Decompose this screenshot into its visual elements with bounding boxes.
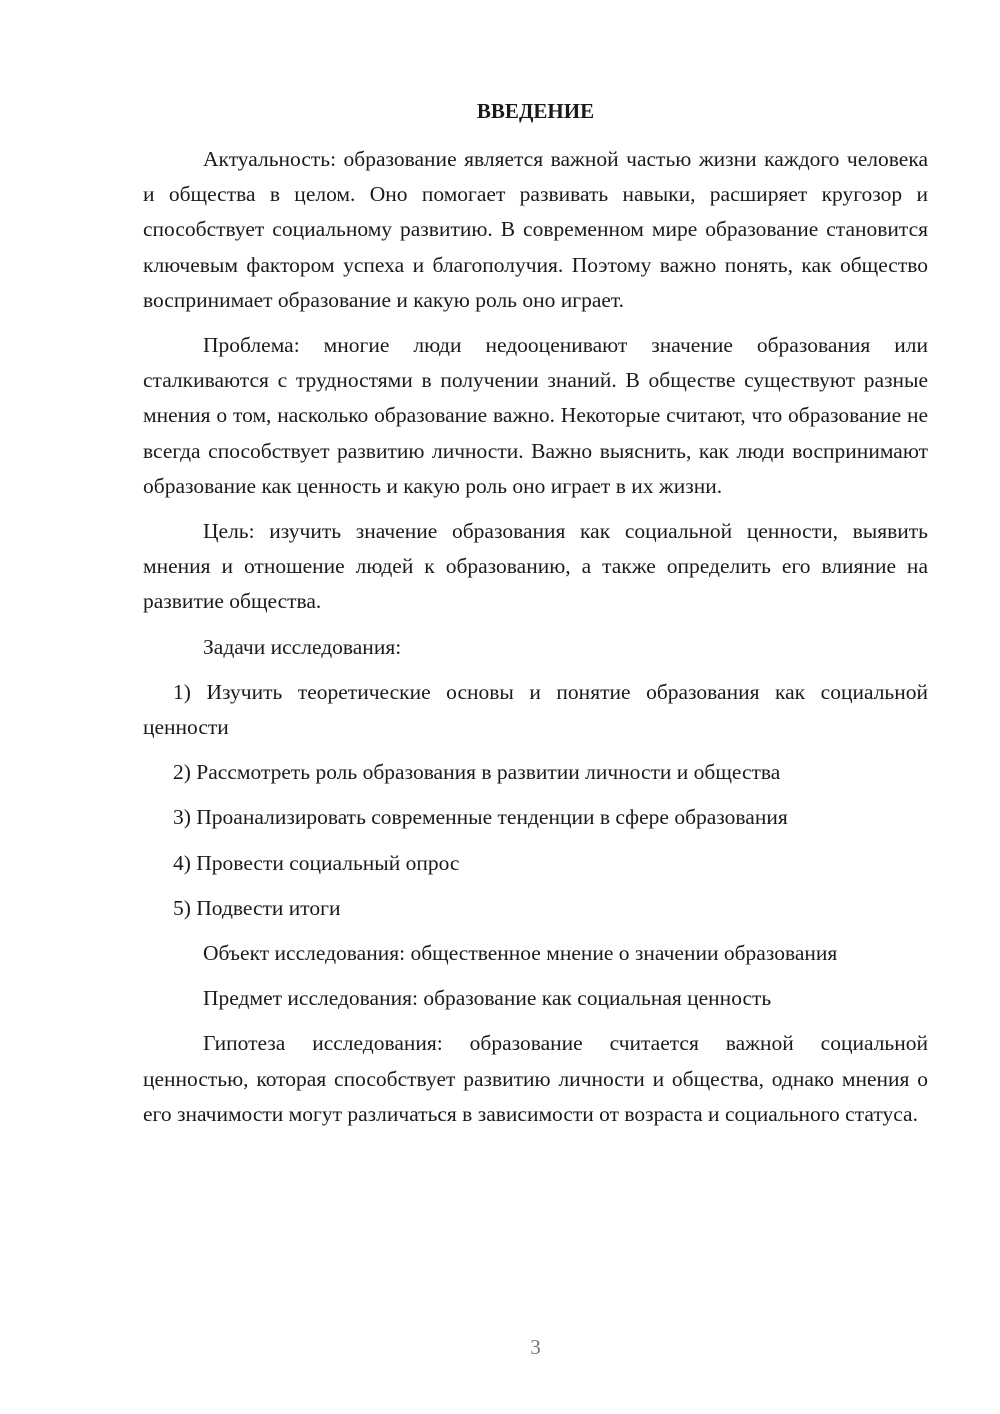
task-item-2: 2) Рассмотреть роль образования в развитии личности и общества [173, 760, 781, 785]
object-paragraph: Объект исследования: общественное мнение о значении образования [203, 941, 838, 966]
page-number: 3 [530, 1335, 541, 1359]
goal-paragraph: Цель: изучить значение образования как социальной ценности, выявить мнения и отношение людей к образованию, а также определить его влияние на развитие общества. [143, 519, 928, 614]
document-page [143, 0, 928, 1414]
hypothesis-paragraph: Гипотеза исследования: образование считается важной социальной ценностью, которая способствует развитию личности и общества, однако мнения о его значимости могут различаться в зависимости от возраста и социального статуса. [143, 1031, 928, 1126]
problem-paragraph: Проблема: многие люди недооценивают значение образования или сталкиваются с трудностями в получении знаний. В обществе существуют разные мнения о том, насколько образование важно. Некоторые считают, что образование не всегда способствует развитию личности. Важно выяснить, как люди воспринимают образование как ценность и какую роль оно играет в их жизни. [143, 333, 928, 498]
task-item-4: 4) Провести социальный опрос [173, 850, 460, 875]
document-body [143, 142, 928, 1142]
task-item-5: 5) Подвести итоги [173, 895, 341, 920]
tasks-heading: Задачи исследования: [203, 634, 402, 659]
task-item-3: 3) Проанализировать современные тенденции в сфере образования [173, 805, 788, 830]
section-title: ВВЕДЕНИЕ [476, 99, 595, 123]
subject-paragraph: Предмет исследования: образование как социальная ценность [203, 986, 772, 1011]
relevance-paragraph: Актуальность: образование является важной частью жизни каждого человека и общества в целом. Оно помогает развивать навыки, расширяет кругозор и способствует социальному развитию. В современном мире образование становится ключевым фактором успеха и благополучия. Поэтому важно понять, как общество воспринимает образование и какую роль оно играет. [143, 147, 928, 312]
task-item-1: 1) Изучить теоретические основы и понятие образования как социальной ценности [143, 679, 928, 740]
